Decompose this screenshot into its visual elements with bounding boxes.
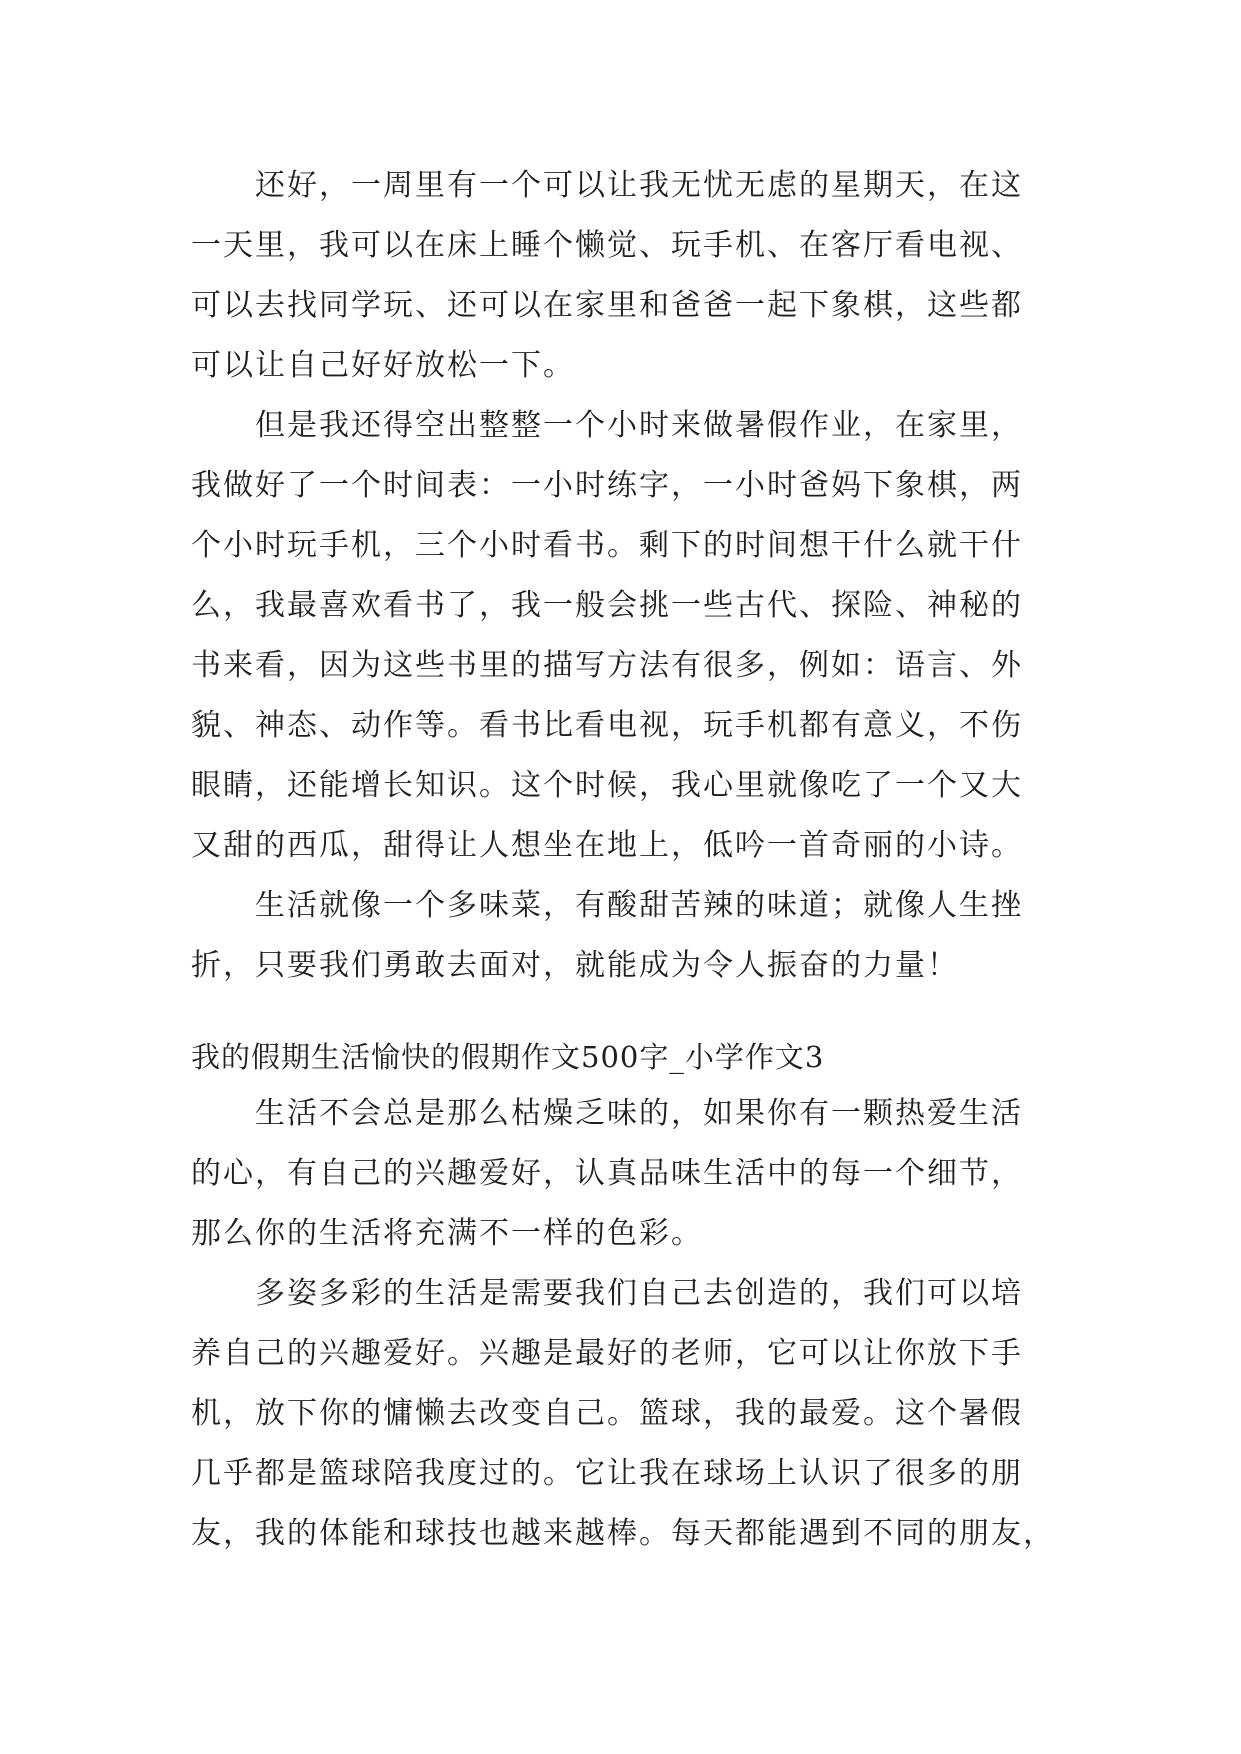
text-line: 的心，有自己的兴趣爱好，认真品味生活中的每一个细节，	[191, 1156, 1023, 1191]
text-line: 多姿多彩的生活是需要我们自己去创造的，我们可以培	[255, 1276, 1023, 1311]
text-line: 么，我最喜欢看书了，我一般会挑一些古代、探险、神秘的	[191, 588, 1023, 623]
paragraph	[191, 396, 1071, 876]
text-line: 养自己的兴趣爱好。兴趣是最好的老师，它可以让你放下手	[191, 1336, 1023, 1371]
essay-title: 我的假期生活愉快的假期作文500字_小学作文3	[191, 1040, 825, 1074]
text-line: 眼睛，还能增长知识。这个时候，我心里就像吃了一个又大	[191, 768, 1023, 803]
text-line: 个小时玩手机，三个小时看书。剩下的时间想干什么就干什	[191, 528, 1023, 563]
text-line: 但是我还得空出整整一个小时来做暑假作业，在家里，	[255, 408, 1023, 443]
text-line: 可以去找同学玩、还可以在家里和爸爸一起下象棋，这些都	[191, 288, 1023, 323]
text-line: 貌、神态、动作等。看书比看电视，玩手机都有意义，不伤	[191, 708, 1023, 743]
text-line: 一天里，我可以在床上睡个懒觉、玩手机、在客厅看电视、	[191, 228, 1023, 263]
text-line: 折，只要我们勇敢去面对，就能成为令人振奋的力量！	[191, 948, 959, 983]
paragraph	[191, 156, 1071, 396]
paragraph	[191, 1084, 1071, 1264]
text-line: 机，放下你的慵懒去改变自己。篮球，我的最爱。这个暑假	[191, 1396, 1023, 1431]
text-line: 那么你的生活将充满不一样的色彩。	[191, 1216, 703, 1251]
text-line: 几乎都是篮球陪我度过的。它让我在球场上认识了很多的朋	[191, 1456, 1023, 1491]
paragraph	[191, 1264, 1071, 1564]
essay-section-1	[191, 156, 1071, 996]
text-line: 生活就像一个多味菜，有酸甜苦辣的味道；就像人生挫	[255, 888, 1023, 923]
text-line: 又甜的西瓜，甜得让人想坐在地上，低吟一首奇丽的小诗。	[191, 828, 1023, 863]
text-line: 友，我的体能和球技也越来越棒。每天都能遇到不同的朋友，	[191, 1516, 1055, 1551]
text-line: 生活不会总是那么枯燥乏味的，如果你有一颗热爱生活	[255, 1096, 1023, 1131]
text-line: 还好，一周里有一个可以让我无忧无虑的星期天，在这	[255, 168, 1023, 203]
text-line: 我做好了一个时间表：一小时练字，一小时爸妈下象棋，两	[191, 468, 1023, 503]
text-line: 可以让自己好好放松一下。	[191, 348, 575, 383]
paragraph	[191, 876, 1071, 996]
essay-section-2	[191, 1084, 1071, 1564]
text-line: 书来看，因为这些书里的描写方法有很多，例如：语言、外	[191, 648, 1023, 683]
